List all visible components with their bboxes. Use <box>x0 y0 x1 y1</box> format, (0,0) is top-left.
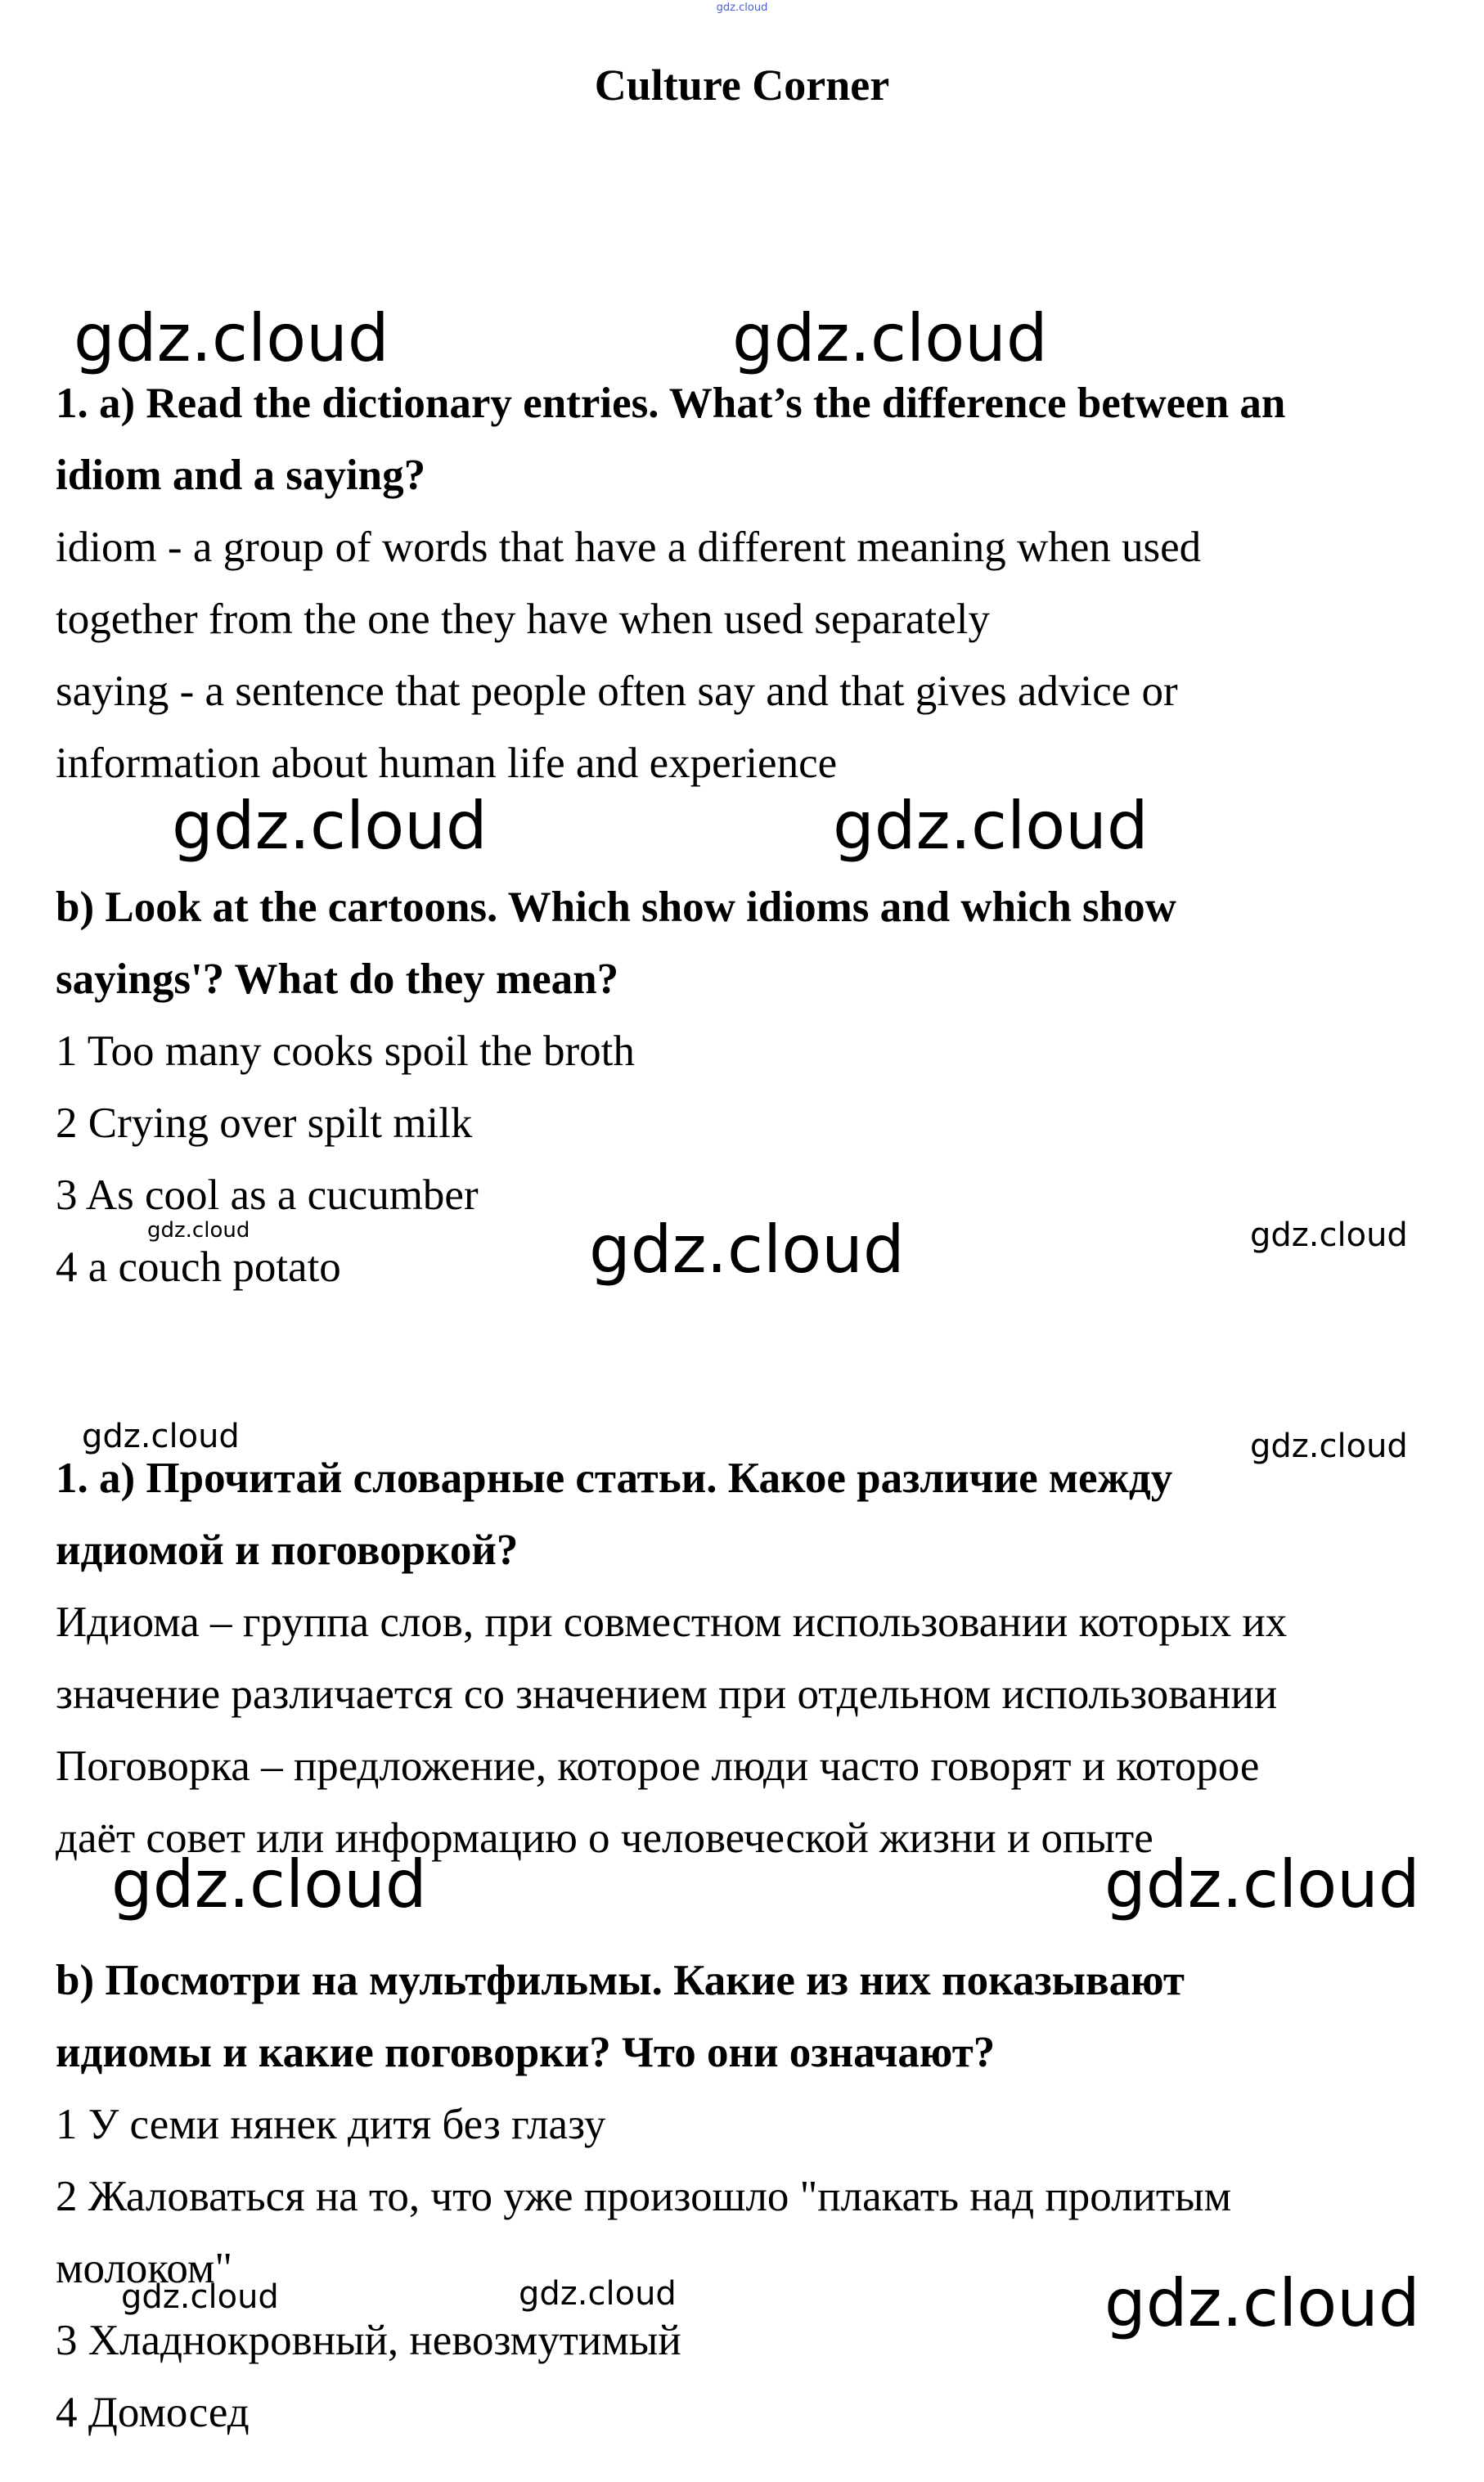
top-watermark: gdz.cloud <box>716 2 768 14</box>
watermark: gdz.cloud <box>1250 1428 1408 1465</box>
list-item: 3 As cool as a cucumber <box>56 1171 479 1219</box>
watermark: gdz.cloud <box>833 788 1149 864</box>
watermark: gdz.cloud <box>1104 2265 1420 2341</box>
watermark: gdz.cloud <box>172 788 488 864</box>
definition-line: Поговорка – предложение, которое люди часто говорят и которое <box>56 1742 1260 1790</box>
list-item: 3 Хладнокровный, невозмутимый <box>56 2317 681 2364</box>
watermark: gdz.cloud <box>121 2278 279 2316</box>
list-item: 2 Жаловаться на то, что уже произошло "плакать над пролитым <box>56 2173 1232 2220</box>
page-title: Culture Corner <box>594 61 890 110</box>
list-item: 1 У семи нянек дитя без глазу <box>56 2101 606 2148</box>
definition-line: saying - a sentence that people often say and that gives advice or <box>56 668 1178 715</box>
definition-line: information about human life and experience <box>56 740 838 787</box>
watermark: gdz.cloud <box>74 300 389 376</box>
task-1b-ru-heading-line-2: идиомы и какие поговорки? Что они означают? <box>56 2029 996 2076</box>
task-1a-heading-line-1: 1. a) Read the dictionary entries. What’s the difference between an <box>56 380 1286 427</box>
task-1b-ru-heading-line-1: b) Посмотри на мультфильмы. Какие из них показывают <box>56 1957 1185 2004</box>
task-1b-heading-line-2: sayings'? What do they mean? <box>56 955 619 1003</box>
definition-line: Идиома – группа слов, при совместном использовании которых их <box>56 1598 1288 1646</box>
list-item: 1 Too many cooks spoil the broth <box>56 1027 635 1075</box>
task-1b-heading-line-1: b) Look at the cartoons. Which show idioms and which show <box>56 884 1176 931</box>
definition-line: значение различается со значением при отдельном использовании <box>56 1670 1278 1718</box>
watermark: gdz.cloud <box>732 300 1048 376</box>
watermark: gdz.cloud <box>147 1218 250 1243</box>
definition-line: together from the one they have when used separately <box>56 596 991 643</box>
watermark: gdz.cloud <box>82 1418 240 1455</box>
watermark: gdz.cloud <box>111 1846 427 1922</box>
definition-line: даёт совет или информацию о человеческой жизни и опыте <box>56 1814 1153 1862</box>
list-item: 2 Crying over spilt milk <box>56 1099 473 1147</box>
task-1a-ru-heading-line-1: 1. а) Прочитай словарные статьи. Какое различие между <box>56 1455 1173 1502</box>
watermark: gdz.cloud <box>589 1212 905 1288</box>
task-1a-ru-heading-line-2: идиомой и поговоркой? <box>56 1527 519 1574</box>
list-item: 4 a couch potato <box>56 1243 341 1291</box>
task-1a-heading-line-2: idiom and a saying? <box>56 452 426 499</box>
watermark: gdz.cloud <box>1104 1846 1420 1922</box>
watermark: gdz.cloud <box>1250 1216 1408 1254</box>
watermark: gdz.cloud <box>519 2275 677 2313</box>
list-item: молоком" <box>56 2245 233 2292</box>
definition-line: idiom - a group of words that have a different meaning when used <box>56 524 1202 571</box>
list-item: 4 Домосед <box>56 2389 250 2436</box>
